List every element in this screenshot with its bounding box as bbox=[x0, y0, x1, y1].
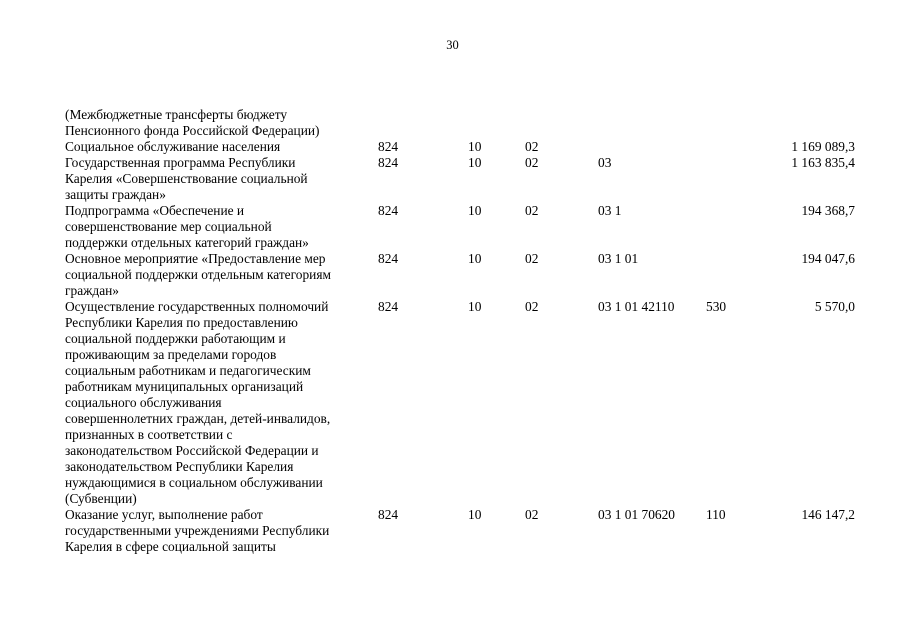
row-expense-type-code bbox=[706, 139, 754, 155]
row-subsection-code: 02 bbox=[525, 299, 539, 314]
row-expense-type-code: 110 bbox=[706, 507, 726, 522]
row-target-article-code: 03 1 01 bbox=[598, 251, 639, 266]
row-section-code: 10 bbox=[468, 203, 482, 218]
table-row bbox=[65, 203, 855, 251]
row-expense-type-code bbox=[706, 107, 754, 139]
row-name: Социальное обслуживание населения bbox=[65, 139, 281, 154]
row-target-article-code: 03 1 01 42110 bbox=[598, 299, 675, 314]
row-subsection-code: 02 bbox=[525, 155, 539, 170]
row-amount: 146 147,2 bbox=[801, 507, 855, 522]
row-expense-type-code bbox=[706, 203, 754, 251]
row-section-code: 10 bbox=[468, 507, 482, 522]
row-ved-code bbox=[378, 107, 468, 139]
row-subsection-code bbox=[525, 107, 598, 139]
row-expense-type-code bbox=[706, 251, 754, 299]
row-expense-type-code: 530 bbox=[706, 299, 727, 314]
row-name: (Межбюджетные трансферты бюджету Пенсионного фонда Российской Федерации) bbox=[65, 107, 320, 138]
row-subsection-code: 02 bbox=[525, 139, 539, 154]
row-ved-code: 824 bbox=[378, 203, 399, 218]
row-ved-code: 824 bbox=[378, 251, 399, 266]
row-name: Основное мероприятие «Предоставление мер социальной поддержки отдельным категориям граждан» bbox=[65, 251, 331, 298]
row-name: Подпрограмма «Обеспечение и совершенствование мер социальной поддержки отдельных категорий граждан» bbox=[65, 203, 309, 250]
row-target-article-code: 03 1 01 70620 bbox=[598, 507, 675, 522]
row-section-code: 10 bbox=[468, 251, 482, 266]
table-row bbox=[65, 251, 855, 299]
row-amount bbox=[754, 107, 855, 139]
row-amount: 194 047,6 bbox=[801, 251, 855, 266]
table-row bbox=[65, 107, 855, 139]
row-name: Государственная программа Республики Карелия «Совершенствование социальной защиты граждан» bbox=[65, 155, 308, 202]
row-section-code: 10 bbox=[468, 139, 482, 154]
row-subsection-code: 02 bbox=[525, 203, 539, 218]
row-amount: 5 570,0 bbox=[814, 299, 855, 314]
row-expense-type-code bbox=[706, 155, 754, 203]
row-section-code: 10 bbox=[468, 155, 482, 170]
table-row bbox=[65, 507, 855, 555]
row-ved-code: 824 bbox=[378, 139, 399, 154]
row-ved-code: 824 bbox=[378, 155, 399, 170]
table-row bbox=[65, 155, 855, 203]
row-target-article-code bbox=[598, 139, 706, 155]
row-subsection-code: 02 bbox=[525, 251, 539, 266]
row-name: Осуществление государственных полномочий Республики Карелия по предоставлению социальной поддержки работающим и проживающим за пределами городов социальным работникам и педагогическим работникам муниципальных организаций социального обслуживания совершеннолетних граждан, детей-инвалидов, признанных в соответствии с законодательством Российской Федерации и законодательством Республики Карелия нуждающимися в социальном обслуживании (Субвенции) bbox=[65, 299, 331, 506]
row-target-article-code: 03 1 bbox=[598, 203, 622, 218]
row-ved-code: 824 bbox=[378, 299, 399, 314]
row-ved-code: 824 bbox=[378, 507, 399, 522]
row-subsection-code: 02 bbox=[525, 507, 539, 522]
row-target-article-code bbox=[598, 107, 706, 139]
budget-table bbox=[65, 107, 855, 555]
table-row bbox=[65, 139, 855, 155]
row-amount: 194 368,7 bbox=[801, 203, 855, 218]
table-row bbox=[65, 299, 855, 507]
row-amount: 1 169 089,3 bbox=[791, 139, 855, 154]
row-amount: 1 163 835,4 bbox=[791, 155, 855, 170]
page-number: 30 bbox=[446, 38, 459, 52]
row-target-article-code: 03 bbox=[598, 155, 612, 170]
row-section-code bbox=[468, 107, 525, 139]
row-name: Оказание услуг, выполнение работ государственными учреждениями Республики Карелия в сфере социальной защиты bbox=[65, 507, 330, 554]
row-section-code: 10 bbox=[468, 299, 482, 314]
